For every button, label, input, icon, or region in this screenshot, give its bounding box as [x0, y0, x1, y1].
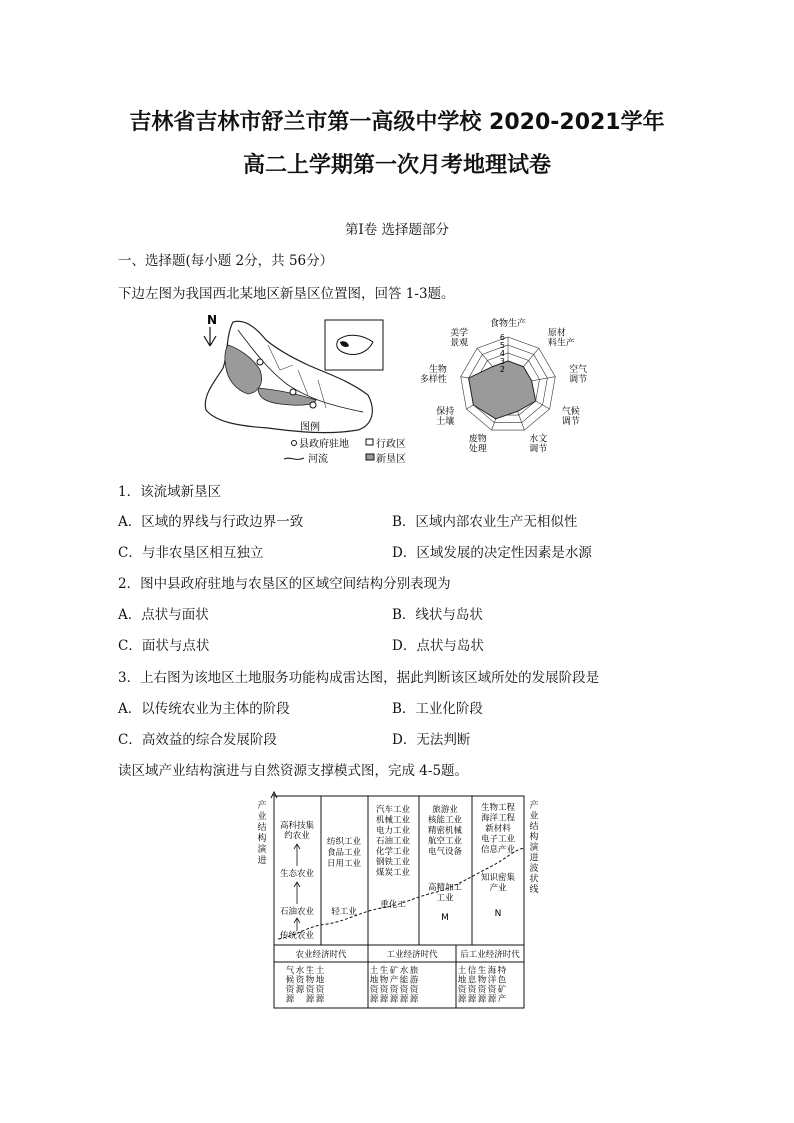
q2-option-b: B．线状与岛状	[392, 607, 483, 623]
col1-item: 高科技集	[279, 821, 315, 831]
resource-char: 源	[457, 994, 467, 1005]
q1-option-a: A．区域的界线与行政边界一致	[118, 514, 304, 530]
resource-char: 产	[497, 994, 507, 1005]
y-axis-label	[257, 799, 267, 866]
resource-char: 生	[477, 966, 487, 976]
right-label-char: 产	[529, 801, 539, 811]
resource-char: 海	[487, 966, 497, 976]
y-axis-char: 业	[257, 812, 267, 822]
heavy-industry-item: 汽车工业	[375, 805, 411, 815]
heavy-industry-item: 煤炭工业	[375, 868, 411, 878]
question-intro-2: 读区域产业结构演进与自然资源支撑模式图，完成 4-5题。	[118, 763, 469, 779]
heavy-industry-item: 钢铁工业	[375, 857, 411, 868]
resource-char: 地	[315, 975, 325, 986]
y-axis-char: 构	[257, 834, 267, 844]
resource-char: 资	[477, 985, 487, 995]
resource-char: 色	[497, 975, 507, 986]
q3-option-b: B．工业化阶段	[392, 701, 483, 717]
q2-option-c: C．面状与点状	[118, 638, 210, 654]
radar-tick-label: 4	[499, 349, 505, 358]
resource-char: 气	[285, 966, 295, 976]
resource-char: 信	[467, 966, 477, 976]
high-processing-item: 旅游业	[432, 805, 458, 815]
legend-reclaim-icon	[366, 454, 374, 460]
legend-admin-area: 行政区	[376, 439, 406, 450]
radar-axis-label: 气候调节	[561, 407, 580, 427]
label-n: N	[494, 909, 502, 919]
resource-char: 水	[295, 966, 305, 976]
y-axis-char: 产	[257, 801, 267, 811]
industry-structure-diagram	[252, 786, 548, 1010]
heavy-industry-item: 化学工业	[375, 847, 411, 857]
resource-char: 资	[487, 985, 497, 995]
stage-name-knowledge-industry: 产业	[489, 883, 507, 894]
region-location-map	[198, 310, 416, 470]
resource-char: 资	[467, 985, 477, 995]
resource-char: 源	[467, 994, 477, 1005]
right-side-label	[529, 799, 539, 895]
high-processing-item: 航空工业	[427, 836, 463, 847]
resource-char: 生	[305, 966, 315, 976]
legend-river-icon	[284, 458, 304, 459]
resource-char: 源	[487, 994, 497, 1005]
resource-char: 资	[409, 985, 419, 995]
resource-char: 源	[305, 994, 315, 1005]
radar-tick-label: 5	[499, 341, 505, 350]
right-label-char: 构	[529, 832, 539, 843]
legend-county-seat: 县政府驻地	[299, 439, 349, 450]
heavy-industry-item: 机械工业	[375, 815, 411, 826]
era-label: 农业经济时代	[295, 950, 347, 960]
high-processing-item: 核能工业	[427, 815, 463, 826]
y-axis-char: 结	[257, 823, 267, 833]
radar-axis-label: 原材料生产	[547, 328, 575, 349]
section-heading: 一、选择题(每小题 2分，共 56分）	[118, 253, 334, 269]
resource-char: 能	[399, 975, 409, 986]
knowledge-industry-item: 电子工业	[480, 834, 516, 845]
resource-char: 物	[379, 975, 389, 986]
legend-admin-icon	[366, 439, 373, 445]
radar-tick-labels	[500, 333, 505, 374]
resource-char: 源	[379, 994, 389, 1005]
resource-char: 资	[285, 985, 295, 995]
right-label-char: 状	[529, 874, 539, 885]
high-processing-item: 电气设备	[427, 847, 463, 857]
heavy-industry-item: 电力工业	[375, 826, 411, 836]
resource-char: 候	[285, 975, 295, 986]
resource-char: 资	[305, 985, 315, 995]
stage-name-high-processing: 高精加工	[427, 883, 463, 893]
resource-labels	[286, 965, 507, 1005]
resource-char: 源	[399, 994, 409, 1005]
resource-char: 生	[379, 966, 389, 976]
legend-county-icon	[292, 441, 297, 446]
resource-char: 资	[295, 975, 305, 986]
q1-option-b: B．区域内部农业生产无相似性	[392, 514, 578, 530]
resource-char: 地	[457, 975, 467, 986]
land-service-radar-chart	[418, 305, 596, 465]
radar-tick-label: 3	[499, 357, 505, 366]
q3-option-c: C．高效益的综合发展阶段	[118, 732, 277, 748]
q1-option-d: D．区域发展的决定性因素是水源	[392, 545, 592, 561]
light-industry-item: 日用工业	[326, 859, 362, 869]
col1-item: 石油农业	[279, 907, 315, 917]
resource-char: 源	[285, 994, 295, 1005]
col1-item: 约农业	[284, 831, 310, 841]
resource-char: 矿	[389, 966, 399, 976]
resource-char: 土	[315, 966, 325, 976]
legend-title: 图例	[300, 422, 320, 433]
question-2-stem: 2．图中县政府驻地与农垦区的区域空间结构分别表现为	[118, 576, 451, 592]
resource-char: 源	[315, 994, 325, 1005]
resource-char: 源	[369, 994, 379, 1005]
high-processing-item: 精密机械	[427, 826, 463, 836]
resource-char: 产	[389, 975, 399, 986]
y-axis-char: 进	[257, 856, 267, 866]
resource-char: 资	[369, 985, 379, 995]
resource-char: 资	[389, 985, 399, 995]
q1-option-c: C．与非农垦区相互独立	[118, 545, 264, 561]
county-seat-marker	[290, 389, 296, 395]
heavy-industry-item: 石油工业	[375, 836, 411, 847]
resource-char: 矿	[497, 985, 507, 995]
county-seat-marker	[310, 402, 316, 408]
question-intro-1: 下边左图为我国西北某地区新垦区位置图，回答 1-3题。	[118, 286, 455, 302]
label-m: M	[441, 913, 449, 923]
radar-tick-label: 6	[499, 333, 505, 342]
resource-char: 资	[399, 985, 409, 995]
resource-char: 源	[477, 994, 487, 1005]
resource-char: 资	[315, 985, 325, 995]
col1-item: 传统农业	[279, 931, 315, 941]
resource-char: 洋	[487, 975, 497, 986]
knowledge-industry-item: 生物工程	[480, 803, 516, 813]
question-1-stem: 1．该流域新垦区	[118, 484, 222, 500]
knowledge-industry-item: 新材料	[485, 824, 511, 834]
resource-char: 游	[409, 975, 419, 986]
resource-char: 源	[409, 994, 419, 1005]
industry-stage-texts	[327, 802, 516, 923]
exam-title-line-1: 吉林省吉林市舒兰市第一高级中学校 2020-2021学年	[129, 110, 665, 135]
col1-item: 生态农业	[279, 869, 315, 879]
part-title: 第Ⅰ卷 选择题部分	[344, 222, 450, 238]
q3-option-a: A．以传统农业为主体的阶段	[118, 701, 290, 717]
resource-char: 水	[399, 966, 409, 976]
radar-axis-label: 空气调节	[569, 365, 588, 386]
radar-axis-label: 食物生产	[489, 319, 527, 329]
era-label: 后工业经济时代	[460, 950, 520, 960]
radar-axis-label: 生物多样性	[419, 365, 447, 386]
north-arrow-icon	[204, 327, 216, 346]
right-label-char: 进	[529, 853, 539, 864]
knowledge-industry-item: 信息产业	[480, 845, 516, 855]
right-label-char: 线	[529, 885, 539, 895]
radar-axis-label: 水文调节	[529, 434, 548, 455]
legend-reclamation: 新垦区	[376, 454, 406, 465]
light-industry-item: 纺织工业	[326, 837, 362, 847]
resource-char: 资	[457, 985, 467, 995]
resource-char: 物	[477, 975, 487, 986]
resource-char: 源	[295, 985, 305, 995]
resource-char: 息	[467, 975, 477, 986]
stage-name-knowledge-industry: 知识密集	[480, 873, 516, 883]
y-axis-char: 演	[257, 845, 267, 855]
resource-char: 旅	[409, 966, 419, 976]
right-label-char: 业	[529, 811, 539, 822]
radar-axis-label: 保持土壤	[436, 407, 455, 427]
resource-char: 源	[389, 994, 399, 1005]
light-industry-item: 食品工业	[326, 848, 362, 858]
exam-title-line-2: 高二上学期第一次月考地理试卷	[242, 153, 551, 178]
agriculture-stage-items	[280, 820, 315, 941]
resource-char: 物	[305, 975, 315, 986]
right-label-char: 波	[529, 864, 539, 874]
county-seat-marker	[257, 359, 263, 365]
question-3-stem: 3．上右图为该地区土地服务功能构成雷达图，据此判断该区域所处的发展阶段是	[118, 670, 600, 686]
radar-tick-label: 2	[499, 365, 505, 374]
resource-char: 土	[369, 966, 379, 976]
north-label: N	[207, 313, 218, 327]
stage-name-high-processing: 工业	[436, 893, 454, 904]
era-label: 工业经济时代	[386, 950, 438, 960]
era-labels	[295, 949, 520, 960]
q3-option-d: D．无法判断	[392, 732, 471, 748]
knowledge-industry-item: 海洋工程	[480, 813, 516, 824]
stage-name-light-industry: 轻工业	[331, 907, 357, 917]
resource-char: 土	[457, 966, 467, 976]
q2-option-a: A．点状与面状	[118, 607, 209, 623]
resource-char: 地	[369, 975, 379, 986]
legend-river: 河流	[308, 454, 328, 465]
q2-option-d: D．点状与岛状	[392, 638, 484, 654]
radar-axis-label: 美学景观	[450, 328, 469, 349]
resource-char: 特	[497, 966, 507, 976]
right-label-char: 结	[529, 822, 539, 832]
radar-axis-label: 废物处理	[468, 434, 487, 455]
stage-name-heavy-industry: 重化工	[380, 900, 406, 910]
resource-char: 资	[379, 985, 389, 995]
right-label-char: 演	[529, 843, 539, 853]
